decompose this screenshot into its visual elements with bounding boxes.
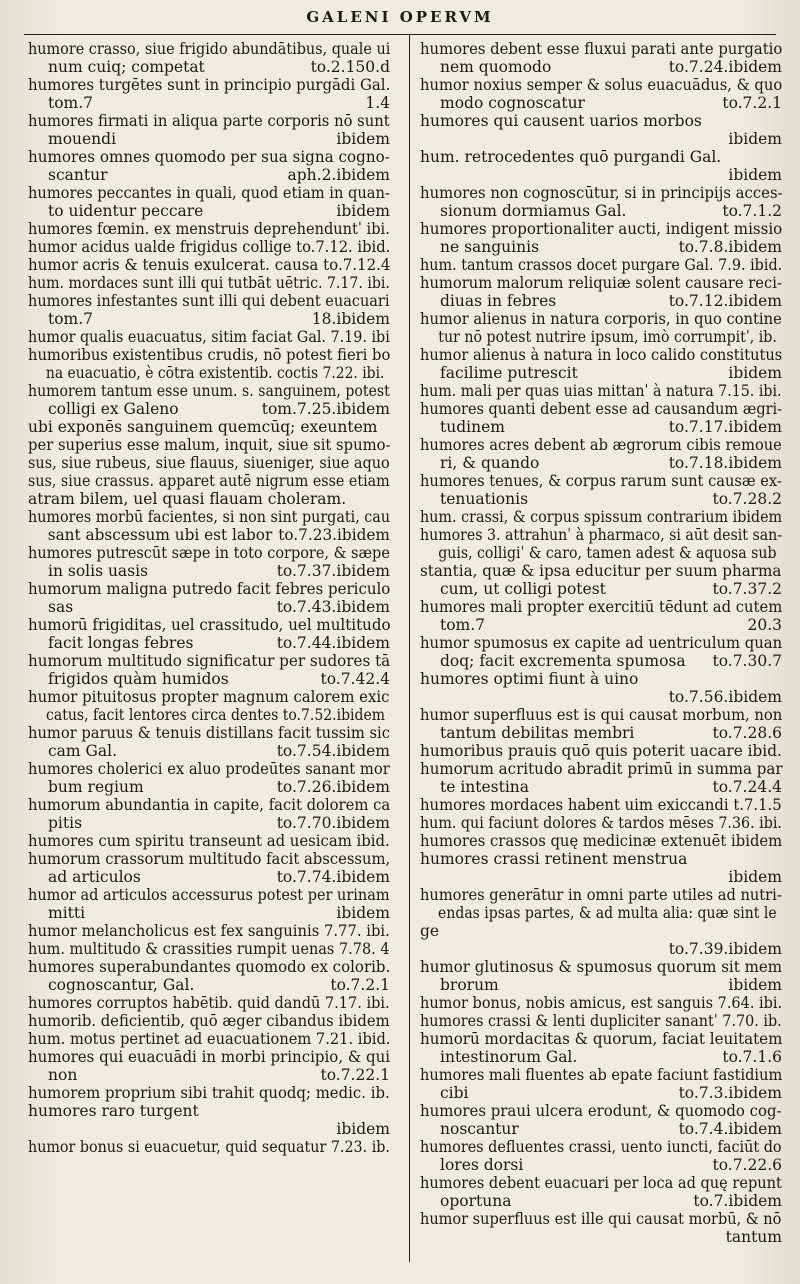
entry-text: humores corruptos habētib. quid dandū 7.17. ibi. xyxy=(28,994,390,1012)
entry-text: humorum crassorum multitudo facit abscessum, xyxy=(28,850,391,868)
entry-text: humorib. deficientib, quō æger cibandus ibidem xyxy=(28,1012,390,1030)
entry-continuation: lores dorsi xyxy=(440,1156,524,1174)
entry-reference: aph.2.ibidem xyxy=(287,166,390,184)
entry-text: humores optimi fiunt à uino xyxy=(420,670,639,688)
index-entry xyxy=(420,346,782,382)
entry-continuation: sionum dormiamus Gal. xyxy=(440,202,627,220)
index-entry xyxy=(420,886,782,922)
entry-text: sus, siue rubeus, siue flauus, siueniger, siue aquo xyxy=(28,454,390,472)
entry-text: humores mali fluentes ab epate faciunt fastidium xyxy=(420,1066,783,1084)
index-entry xyxy=(28,472,390,490)
index-entry xyxy=(28,832,390,850)
entry-text: hum. retrocedentes quō purgandi Gal. xyxy=(420,148,722,166)
entry-continuation: tudinem xyxy=(440,418,505,436)
index-entry xyxy=(420,706,782,742)
entry-text: humoribus prauis quō quis poterit uacare ibid. xyxy=(420,742,782,760)
index-entry xyxy=(28,652,390,688)
entry-text: sus, siue crassus. apparet autē nigrum esse etiam xyxy=(28,472,390,490)
entry-text: humor superfluus est ille qui causat morbū, & nō xyxy=(420,1210,782,1228)
index-entry xyxy=(28,760,390,796)
entry-text: humores crassi retinent menstrua xyxy=(420,850,688,868)
index-entry xyxy=(420,220,782,256)
entry-text: humor acidus ualde frigidus collige to.7.12. ibid. xyxy=(28,238,391,256)
entry-text: hum. multitudo & crassities rumpit uenas 7.78. 4 xyxy=(28,940,390,958)
entry-text: humores raro turgent xyxy=(28,1102,199,1120)
index-entry xyxy=(28,346,390,382)
entry-reference: ibidem xyxy=(728,364,782,382)
entry-text: humores mordaces habent uim exiccandi t.7.1.5 xyxy=(420,796,782,814)
entry-reference: 18.ibidem xyxy=(311,310,390,328)
index-entry xyxy=(28,922,390,940)
index-entry xyxy=(28,112,390,148)
entry-text: humor acris & tenuis exulcerat. causa to.7.12.4 xyxy=(28,256,391,274)
index-entry xyxy=(28,490,390,508)
index-entry xyxy=(28,580,390,616)
entry-continuation: bum regium xyxy=(48,778,144,796)
entry-continuation: tom.7 xyxy=(440,616,486,634)
running-title: GALENI OPERVM xyxy=(306,8,494,26)
index-entry xyxy=(28,508,390,544)
index-entry xyxy=(28,256,390,274)
entry-text: humores omnes quomodo per sua signa cogno- xyxy=(28,148,390,166)
entry-reference: to.7.18.ibidem xyxy=(668,454,782,472)
index-entry xyxy=(28,1084,390,1102)
entry-reference: ibidem xyxy=(728,976,782,994)
index-entry xyxy=(28,724,390,760)
entry-continuation: frigidos quàm humidos xyxy=(48,670,229,688)
entry-reference: to.7.4.ibidem xyxy=(678,1120,782,1138)
entry-text: humores tenues, & corpus rarum sunt causæ ex- xyxy=(420,472,782,490)
entry-text: humores debent euacuari per loca ad quę repunt xyxy=(420,1174,782,1192)
index-entry xyxy=(420,634,782,670)
entry-reference: to.2.150.d xyxy=(310,58,390,76)
entry-reference: 20.3 xyxy=(747,616,782,634)
index-entry xyxy=(420,562,782,598)
index-entry xyxy=(420,958,782,994)
entry-reference: to.7.28.2 xyxy=(712,490,782,508)
entry-continuation: diuas in febres xyxy=(440,292,557,310)
entry-reference: to.7.24.ibidem xyxy=(668,58,782,76)
index-entry xyxy=(28,436,390,454)
entry-reference: ibidem xyxy=(336,202,390,220)
entry-continuation: cam Gal. xyxy=(48,742,118,760)
entry-reference: to.7.54.ibidem xyxy=(276,742,390,760)
index-entry xyxy=(28,850,390,886)
entry-text: humor bonus si euacuetur, quid sequatur 7.23. ib. xyxy=(28,1138,390,1156)
entry-reference: to.7.1.2 xyxy=(722,202,782,220)
entry-text: humor superfluus est is qui causat morbum, non xyxy=(420,706,783,724)
entry-reference: 1.4 xyxy=(365,94,390,112)
entry-text: humorem proprium sibi trahit quodq; medic. ib. xyxy=(28,1084,390,1102)
index-entry xyxy=(28,274,390,292)
entry-continuation: scantur xyxy=(48,166,108,184)
entry-text: humorum multitudo significatur per sudores tā xyxy=(28,652,391,670)
entry-reference: to.7.39.ibidem xyxy=(668,940,782,958)
index-entry xyxy=(28,292,390,328)
index-entry xyxy=(28,796,390,832)
entry-reference: to.7.22.1 xyxy=(320,1066,390,1084)
entry-text: humorem tantum esse unum. s. sanguinem, potest xyxy=(28,382,390,400)
entry-text: humor spumosus ex capite ad uentriculum quan xyxy=(420,634,783,652)
entry-text: humores qui euacuādi in morbi principio, & qui xyxy=(28,1048,391,1066)
entry-continuation: noscantur xyxy=(440,1120,519,1138)
index-entry xyxy=(420,994,782,1012)
entry-reference: to.7.26.ibidem xyxy=(276,778,390,796)
entry-continuation: cum, ut colligi potest xyxy=(440,580,606,598)
entry-continuation: te intestina xyxy=(440,778,530,796)
index-entry xyxy=(420,1228,782,1246)
entry-text: humores mali propter exercitiū tēdunt ad cutem xyxy=(420,598,783,616)
index-entry xyxy=(28,616,390,652)
entry-continuation: in solis uasis xyxy=(48,562,149,580)
entry-continuation: mouendi xyxy=(48,130,117,148)
entry-text: humor glutinosus & spumosus quorum sit mem xyxy=(420,958,783,976)
entry-continuation: tom.7 xyxy=(48,94,94,112)
entry-text: humores proportionaliter aucti, indigent missio xyxy=(420,220,783,238)
entry-text: humores firmati in aliqua parte corporis nō sunt xyxy=(28,112,390,130)
entry-reference: to.7.42.4 xyxy=(320,670,390,688)
entry-reference: to.7.22.6 xyxy=(712,1156,782,1174)
entry-reference: to.7.17.ibidem xyxy=(668,418,782,436)
index-entry xyxy=(420,40,782,76)
entry-reference: to.7.37.ibidem xyxy=(276,562,390,580)
entry-reference: to.7.8.ibidem xyxy=(678,238,782,256)
index-entry xyxy=(28,328,390,346)
entry-text: atram bilem, uel quasi flauam choleram. xyxy=(28,490,347,508)
entry-continuation: sant abscessum ubi est labor xyxy=(47,526,273,544)
entry-reference: to.7.12.ibidem xyxy=(668,292,782,310)
entry-text: humor paruus & tenuis distillans facit tussim sic xyxy=(28,724,390,742)
index-entry xyxy=(420,112,782,148)
entry-reference xyxy=(384,364,389,382)
index-entry xyxy=(420,814,782,832)
entry-reference: ibidem xyxy=(336,904,390,922)
entry-text: humorum malorum reliquiæ solent causare reci- xyxy=(420,274,782,292)
entry-text: humorum maligna putredo facit febres periculo xyxy=(28,580,391,598)
entry-text: ubi exponēs sanguinem quemcūq; exeuntem xyxy=(28,418,378,436)
index-entry xyxy=(420,1012,782,1030)
index-entry xyxy=(420,760,782,796)
entry-reference: ibidem xyxy=(728,166,782,184)
entry-continuation: cognoscantur, Gal. xyxy=(48,976,195,994)
entry-text: hum. tantum crassos docet purgare Gal. 7.9. ibid. xyxy=(420,256,783,274)
entry-reference: to.7.28.6 xyxy=(712,724,782,742)
entry-continuation: doq; facit excrementa spumosa xyxy=(440,652,686,670)
index-entry xyxy=(28,1102,390,1138)
entry-text: humores debent esse fluxui parati ante purgatio xyxy=(420,40,783,58)
entry-reference: ibidem xyxy=(728,868,782,886)
index-entry xyxy=(420,1174,782,1210)
index-entry xyxy=(420,598,782,634)
entry-continuation: cibi xyxy=(440,1084,469,1102)
entry-text: humores defluentes crassi, uento iuncti, faciūt do xyxy=(420,1138,782,1156)
entry-continuation: facilime putrescit xyxy=(440,364,578,382)
index-entry xyxy=(28,1012,390,1030)
entry-text: hum. crassi, & corpus spissum contrarium ibidem xyxy=(420,508,783,526)
entry-text: ge xyxy=(420,922,440,940)
entry-continuation: mitti xyxy=(48,904,86,922)
entry-reference: to.7.3.ibidem xyxy=(678,1084,782,1102)
entry-continuation: ne sanguinis xyxy=(440,238,540,256)
index-entry xyxy=(420,148,782,184)
entry-text: humorū mordacitas & quorum, faciat leuitatem xyxy=(420,1030,783,1048)
index-entry xyxy=(420,508,782,526)
entry-continuation: tantum debilitas membri xyxy=(440,724,635,742)
entry-text: per superius esse malum, inquit, siue sit spumo- xyxy=(28,436,391,454)
entry-text: humores crassi & lenti dupliciter sanantˈ 7.70. ib. xyxy=(420,1012,782,1030)
index-entry xyxy=(420,472,782,508)
index-entry xyxy=(28,454,390,472)
index-entry xyxy=(28,418,390,436)
entry-text: humores acres debent ab ægrorum cibis remoue xyxy=(420,436,782,454)
entry-continuation: non xyxy=(48,1066,78,1084)
entry-reference: to.7.ibidem xyxy=(693,1192,782,1210)
entry-text: humores generātur in omni parte utiles ad nutri- xyxy=(420,886,782,904)
entry-text: humor qualis euacuatus, sitim faciat Gal. 7.19. ibi xyxy=(28,328,390,346)
index-entry xyxy=(28,382,390,418)
entry-text: humor noxius semper & solus euacuādus, & quo xyxy=(420,76,783,94)
entry-reference: to.7.2.1 xyxy=(722,94,782,112)
entry-continuation: endas ipsas partes, & ad multa alia: quæ sint le xyxy=(438,904,777,922)
entry-continuation: guis, colligiˈ & caro, tamen adest & aquosa sub xyxy=(438,544,777,562)
index-entry xyxy=(420,796,782,814)
index-entry xyxy=(420,832,782,850)
entry-text: humores quanti debent esse ad causandum ægri- xyxy=(420,400,783,418)
index-entry xyxy=(420,310,782,346)
entry-text: humor bonus, nobis amicus, est sanguis 7.64. ibi. xyxy=(420,994,783,1012)
entry-continuation: tur nō potest nutrire ipsum, imò corrumpitˈ, ib. xyxy=(438,328,777,346)
entry-reference: to.7.24.4 xyxy=(712,778,782,796)
entry-text: hum. mali per quas uias mittanˈ à natura 7.15. ibi. xyxy=(420,382,782,400)
entry-text: humores cholerici ex aluo prodeūtes sanant mor xyxy=(28,760,390,778)
index-entry xyxy=(420,382,782,400)
index-entry xyxy=(420,742,782,760)
entry-reference: to.7.70.ibidem xyxy=(276,814,390,832)
entry-text: humores qui causent uarios morbos xyxy=(420,112,702,130)
index-entry xyxy=(28,958,390,994)
entry-reference xyxy=(385,706,390,724)
entry-continuation: intestinorum Gal. xyxy=(440,1048,578,1066)
entry-reference: to.7.44.ibidem xyxy=(276,634,390,652)
left-column xyxy=(28,40,390,1156)
entry-text: humores fœmin. ex menstruis deprehenduntˈ ibi. xyxy=(28,220,390,238)
entry-continuation: tom.7 xyxy=(48,310,94,328)
index-entry xyxy=(420,670,782,706)
entry-reference: to.7.23.ibidem xyxy=(278,526,390,544)
entry-reference: tom.7.25.ibidem xyxy=(261,400,390,418)
index-entry xyxy=(420,1210,782,1228)
entry-text: humor ad articulos accessurus potest per urinam xyxy=(28,886,390,904)
index-entry xyxy=(420,850,782,886)
index-entry xyxy=(28,886,390,922)
entry-text: hum. motus pertinet ad euacuationem 7.21. ibid. xyxy=(28,1030,391,1048)
entry-text: humores putrescūt sæpe in toto corpore, & sæpe xyxy=(28,544,390,562)
entry-reference: to.7.56.ibidem xyxy=(668,688,782,706)
entry-continuation: facit longas febres xyxy=(48,634,194,652)
entry-text: humores superabundantes quomodo ex colorib. xyxy=(28,958,391,976)
entry-reference: to.7.43.ibidem xyxy=(276,598,390,616)
entry-text: humor pituitosus propter magnum calorem exic xyxy=(28,688,390,706)
index-entry xyxy=(420,1066,782,1102)
index-entry xyxy=(28,40,390,76)
index-entry xyxy=(420,76,782,112)
index-entry xyxy=(28,148,390,184)
index-entry xyxy=(420,1138,782,1174)
entry-text: humores infestantes sunt illi qui debent euacuari xyxy=(28,292,390,310)
index-entry xyxy=(420,274,782,310)
entry-continuation: brorum xyxy=(440,976,499,994)
entry-continuation: ri, & quando xyxy=(440,454,540,472)
entry-text: hum. mordaces sunt illi qui tutbāt uētric. 7.17. ibi. xyxy=(28,274,390,292)
entry-text: humores 3. attrahunˈ à pharmaco, si aūt desit san- xyxy=(420,526,783,544)
entry-continuation: modo cognoscatur xyxy=(440,94,585,112)
entry-text: humor alienus in natura corporis, in quo contine xyxy=(420,310,782,328)
index-entry xyxy=(28,688,390,724)
entry-text: humor melancholicus est fex sanguinis 7.77. ibi. xyxy=(28,922,390,940)
entry-text: hum. qui faciunt dolores & tardos mēses 7.36. ibi. xyxy=(420,814,782,832)
entry-continuation: pitis xyxy=(48,814,83,832)
column-divider xyxy=(409,34,410,1262)
index-entry xyxy=(28,1138,390,1156)
index-entry xyxy=(28,994,390,1012)
index-entry xyxy=(28,76,390,112)
index-entry xyxy=(420,256,782,274)
entry-reference xyxy=(776,544,781,562)
entry-text: humorum abundantia in capite, facit dolorem ca xyxy=(28,796,391,814)
entry-text: humores peccantes in quali, quod etiam in quan- xyxy=(28,184,390,202)
index-entry xyxy=(28,940,390,958)
entry-reference: to.7.74.ibidem xyxy=(276,868,390,886)
entry-reference: ibidem xyxy=(336,1120,390,1138)
entry-continuation: tenuationis xyxy=(440,490,529,508)
entry-reference: tantum xyxy=(725,1228,782,1246)
entry-text: humores cum spiritu transeunt ad uesicam ibid. xyxy=(28,832,390,850)
entry-text: humores crassos quę medicinæ extenuēt ibidem xyxy=(420,832,783,850)
entry-continuation: na euacuatio, è cōtra existentib. coctis 7.22. ibi. xyxy=(45,364,385,382)
entry-text: stantia, quæ & ipsa educitur per suum pharma xyxy=(420,562,782,580)
entry-reference: ibidem xyxy=(728,130,782,148)
index-entry xyxy=(28,1048,390,1084)
index-entry xyxy=(28,220,390,238)
index-entry xyxy=(28,238,390,256)
index-entry xyxy=(28,1030,390,1048)
entry-text: humoribus existentibus crudis, nō potest fieri bo xyxy=(28,346,391,364)
entry-continuation: nem quomodo xyxy=(440,58,552,76)
entry-text: humore crasso, siue frigido abundātibus, quale ui xyxy=(28,40,391,58)
entry-continuation: num cuiq; competat xyxy=(48,58,205,76)
entry-text: humores morbū facientes, si non sint purgati, cau xyxy=(28,508,391,526)
entry-reference: to.7.1.6 xyxy=(722,1048,782,1066)
index-entry xyxy=(420,922,782,958)
index-entry xyxy=(420,436,782,472)
index-entry xyxy=(420,526,782,562)
entry-text: humorū frigiditas, uel crassitudo, uel multitudo xyxy=(28,616,391,634)
entry-text: humorum acritudo abradit primū in summa par xyxy=(420,760,783,778)
entry-continuation: ad articulos xyxy=(48,868,141,886)
entry-reference xyxy=(777,328,782,346)
entry-continuation: sas xyxy=(48,598,74,616)
entry-reference: to.7.2.1 xyxy=(330,976,390,994)
entry-text: humores non cognoscūtur, si in principijs acces- xyxy=(420,184,783,202)
index-entry xyxy=(420,184,782,220)
header-rule xyxy=(24,34,776,35)
index-entry xyxy=(28,184,390,220)
index-entry xyxy=(420,400,782,436)
entry-continuation: colligi ex Galeno xyxy=(48,400,179,418)
index-entry xyxy=(420,1102,782,1138)
entry-continuation: to uidentur peccare xyxy=(48,202,204,220)
entry-reference: to.7.30.7 xyxy=(712,652,782,670)
entry-reference: ibidem xyxy=(336,130,390,148)
index-entry xyxy=(28,544,390,580)
entry-reference: to.7.37.2 xyxy=(712,580,782,598)
entry-text: humores turgētes sunt in principio purgādi Gal. xyxy=(28,76,391,94)
entry-text: humor alienus à natura in loco calido constitutus xyxy=(420,346,783,364)
entry-reference xyxy=(777,904,782,922)
entry-continuation: oportuna xyxy=(440,1192,512,1210)
right-column xyxy=(420,40,782,1246)
entry-text: humores praui ulcera erodunt, & quomodo cog- xyxy=(420,1102,782,1120)
entry-continuation: catus, facit lentores circa dentes to.7.52.ibidem xyxy=(46,706,386,724)
index-entry xyxy=(420,1030,782,1066)
